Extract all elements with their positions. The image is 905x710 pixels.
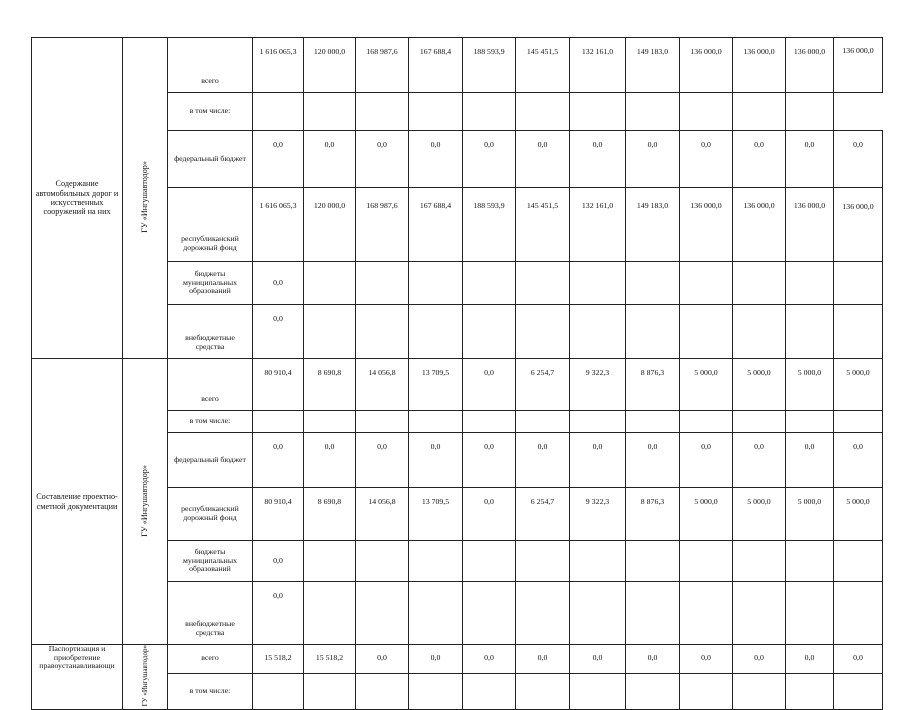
value-cell — [570, 541, 626, 582]
measure-name-cell: Паспортизация и приобретение правоустанавливающи — [32, 645, 123, 710]
value-cell: 6 254,7 — [516, 359, 570, 411]
value-cell — [463, 582, 516, 645]
value-cell: 15 518,2 — [253, 645, 304, 674]
value-cell: 0,0 — [570, 131, 626, 188]
value-cell — [786, 582, 834, 645]
value-cell: 14 056,8 — [356, 488, 409, 541]
value-cell: 136 000,0 — [786, 188, 834, 262]
value-cell: 0,0 — [786, 433, 834, 488]
budget-table — [31, 37, 883, 710]
value-cell: 9 322,3 — [570, 488, 626, 541]
value-cell — [409, 673, 463, 709]
value-cell: 0,0 — [253, 433, 304, 488]
value-cell — [356, 305, 409, 359]
executor-cell — [123, 38, 168, 359]
value-cell — [626, 411, 680, 433]
value-cell — [463, 93, 516, 131]
value-cell: 15 518,2 — [304, 645, 356, 674]
value-cell — [304, 93, 356, 131]
value-cell — [516, 305, 570, 359]
executor-cell — [123, 645, 168, 710]
value-cell: 0,0 — [253, 582, 304, 645]
value-cell: 145 451,5 — [516, 188, 570, 262]
value-cell — [304, 541, 356, 582]
value-cell: 5 000,0 — [786, 359, 834, 411]
value-cell — [516, 262, 570, 305]
value-cell — [834, 541, 883, 582]
value-cell — [834, 411, 883, 433]
value-cell — [733, 305, 786, 359]
value-cell: 0,0 — [570, 645, 626, 674]
value-cell — [570, 673, 626, 709]
value-cell: 0,0 — [516, 645, 570, 674]
value-cell: 0,0 — [680, 645, 733, 674]
value-cell: 149 183,0 — [626, 188, 680, 262]
value-cell: 188 593,9 — [463, 38, 516, 93]
value-cell: 0,0 — [516, 433, 570, 488]
executor-label: ГУ «Ингушавтодор» — [140, 464, 150, 537]
value-cell — [356, 93, 409, 131]
value-cell: 167 688,4 — [409, 188, 463, 262]
value-cell: 0,0 — [680, 433, 733, 488]
value-cell: 0,0 — [356, 433, 409, 488]
value-cell: 132 161,0 — [570, 188, 626, 262]
value-cell: 80 910,4 — [253, 488, 304, 541]
value-cell — [516, 582, 570, 645]
table-row — [32, 359, 883, 411]
value-cell — [786, 93, 834, 131]
budget-table-body — [32, 38, 883, 710]
funding-source-cell: бюджеты муниципальных образований — [168, 262, 253, 305]
value-cell — [680, 411, 733, 433]
value-cell — [356, 673, 409, 709]
value-cell: 188 593,9 — [463, 188, 516, 262]
value-cell: 0,0 — [463, 433, 516, 488]
value-cell: 5 000,0 — [680, 359, 733, 411]
value-cell: 6 254,7 — [516, 488, 570, 541]
value-cell — [733, 93, 786, 131]
value-cell — [516, 411, 570, 433]
value-cell: 0,0 — [463, 131, 516, 188]
value-cell — [680, 262, 733, 305]
value-cell — [680, 93, 733, 131]
value-cell — [253, 673, 304, 709]
value-cell — [626, 305, 680, 359]
value-cell: 168 987,6 — [356, 188, 409, 262]
value-cell — [356, 411, 409, 433]
value-cell: 136 000,0 — [680, 38, 733, 93]
funding-source-cell: федеральный бюджет — [168, 433, 253, 488]
funding-source-cell: всего — [168, 38, 253, 93]
value-cell: 13 709,5 — [409, 359, 463, 411]
value-cell — [733, 262, 786, 305]
funding-source-cell: федеральный бюджет — [168, 131, 253, 188]
value-cell — [409, 93, 463, 131]
value-cell — [786, 673, 834, 709]
value-cell — [463, 411, 516, 433]
value-cell — [680, 673, 733, 709]
value-cell: 0,0 — [253, 131, 304, 188]
value-cell: 0,0 — [356, 131, 409, 188]
value-cell — [733, 541, 786, 582]
value-cell — [680, 582, 733, 645]
value-cell — [626, 93, 680, 131]
value-cell — [463, 541, 516, 582]
value-cell — [626, 582, 680, 645]
value-cell: 5 000,0 — [733, 359, 786, 411]
value-cell — [570, 93, 626, 131]
value-cell: 5 000,0 — [834, 488, 883, 541]
value-cell — [834, 262, 883, 305]
value-cell: 0,0 — [834, 433, 883, 488]
value-cell — [626, 541, 680, 582]
value-cell — [356, 541, 409, 582]
value-cell — [409, 582, 463, 645]
value-cell: 8 690,8 — [304, 359, 356, 411]
value-cell: 0,0 — [733, 131, 786, 188]
value-cell — [733, 673, 786, 709]
value-cell — [570, 305, 626, 359]
table-row — [32, 645, 883, 674]
value-cell: 0,0 — [733, 645, 786, 674]
value-cell: 0,0 — [463, 645, 516, 674]
value-cell: 0,0 — [626, 433, 680, 488]
funding-source-cell: в том числе: — [168, 93, 253, 131]
funding-source-cell: внебюджетные средства — [168, 305, 253, 359]
value-cell: 0,0 — [304, 433, 356, 488]
value-cell: 0,0 — [516, 131, 570, 188]
value-cell — [253, 93, 304, 131]
value-cell: 0,0 — [463, 488, 516, 541]
executor-label: ГУ «Ингушавтодор» — [140, 161, 150, 233]
value-cell: 0,0 — [570, 433, 626, 488]
value-cell — [304, 305, 356, 359]
value-cell: 0,0 — [356, 645, 409, 674]
funding-source-cell: республиканский дорожный фонд — [168, 188, 253, 262]
value-cell — [786, 541, 834, 582]
value-cell — [786, 262, 834, 305]
value-cell: 0,0 — [253, 305, 304, 359]
table-row — [32, 38, 883, 93]
funding-source-cell: всего — [168, 645, 253, 674]
value-cell — [834, 305, 883, 359]
value-cell: 0,0 — [626, 645, 680, 674]
value-cell: 136 000,0 — [680, 188, 733, 262]
value-cell: 136 000,0 — [834, 38, 883, 93]
funding-source-cell: всего — [168, 359, 253, 411]
value-cell — [253, 411, 304, 433]
value-cell — [304, 262, 356, 305]
value-cell: 0,0 — [834, 131, 883, 188]
value-cell: 0,0 — [253, 541, 304, 582]
value-cell: 136 000,0 — [733, 38, 786, 93]
value-cell — [834, 673, 883, 709]
value-cell: 149 183,0 — [626, 38, 680, 93]
value-cell: 120 000,0 — [304, 188, 356, 262]
value-cell: 145 451,5 — [516, 38, 570, 93]
value-cell: 0,0 — [733, 433, 786, 488]
value-cell — [626, 673, 680, 709]
value-cell: 132 161,0 — [570, 38, 626, 93]
funding-source-cell: в том числе: — [168, 411, 253, 433]
value-cell: 136 000,0 — [733, 188, 786, 262]
value-cell — [626, 262, 680, 305]
value-cell — [516, 673, 570, 709]
value-cell: 0,0 — [409, 645, 463, 674]
measure-name-cell: Составление проектно-сметной документации — [32, 359, 123, 645]
value-cell: 9 322,3 — [570, 359, 626, 411]
value-cell — [733, 411, 786, 433]
value-cell: 5 000,0 — [680, 488, 733, 541]
executor-cell — [123, 359, 168, 645]
value-cell — [304, 411, 356, 433]
value-cell: 0,0 — [680, 131, 733, 188]
value-cell — [304, 673, 356, 709]
value-cell: 0,0 — [409, 131, 463, 188]
value-cell: 0,0 — [786, 645, 834, 674]
executor-label: ГУ «Ингушавтодор» — [140, 645, 149, 707]
funding-source-cell: в том числе: — [168, 673, 253, 709]
value-cell — [409, 262, 463, 305]
value-cell — [570, 582, 626, 645]
value-cell: 0,0 — [626, 131, 680, 188]
value-cell — [733, 582, 786, 645]
funding-source-cell: республиканский дорожный фонд — [168, 488, 253, 541]
value-cell — [516, 541, 570, 582]
value-cell: 0,0 — [463, 359, 516, 411]
value-cell: 168 987,6 — [356, 38, 409, 93]
value-cell: 0,0 — [304, 131, 356, 188]
value-cell — [680, 305, 733, 359]
value-cell — [356, 262, 409, 305]
value-cell — [834, 582, 883, 645]
value-cell — [570, 411, 626, 433]
value-cell — [356, 582, 409, 645]
value-cell: 5 000,0 — [733, 488, 786, 541]
value-cell — [786, 305, 834, 359]
value-cell — [409, 411, 463, 433]
value-cell — [304, 582, 356, 645]
funding-source-cell: внебюджетные средства — [168, 582, 253, 645]
value-cell — [463, 673, 516, 709]
value-cell — [463, 262, 516, 305]
value-cell: 5 000,0 — [786, 488, 834, 541]
value-cell: 1 616 065,3 — [253, 38, 304, 93]
value-cell: 80 910,4 — [253, 359, 304, 411]
value-cell: 167 688,4 — [409, 38, 463, 93]
value-cell: 8 876,3 — [626, 359, 680, 411]
value-cell: 0,0 — [786, 131, 834, 188]
value-cell — [409, 541, 463, 582]
value-cell — [516, 93, 570, 131]
value-cell: 0,0 — [409, 433, 463, 488]
value-cell: 120 000,0 — [304, 38, 356, 93]
value-cell — [463, 305, 516, 359]
value-cell: 0,0 — [834, 645, 883, 674]
value-cell — [680, 541, 733, 582]
measure-name-cell: Содержание автомобильных дорог и искусственных сооружений на них — [32, 38, 123, 359]
value-cell: 13 709,5 — [409, 488, 463, 541]
value-cell: 14 056,8 — [356, 359, 409, 411]
value-cell: 136 000,0 — [834, 188, 883, 262]
value-cell: 1 616 065,3 — [253, 188, 304, 262]
value-cell: 136 000,0 — [786, 38, 834, 93]
value-cell: 5 000,0 — [834, 359, 883, 411]
value-cell: 0,0 — [253, 262, 304, 305]
value-cell: 8 876,3 — [626, 488, 680, 541]
funding-source-cell: бюджеты муниципальных образований — [168, 541, 253, 582]
value-cell — [786, 411, 834, 433]
value-cell: 8 690,8 — [304, 488, 356, 541]
value-cell — [409, 305, 463, 359]
value-cell — [570, 262, 626, 305]
